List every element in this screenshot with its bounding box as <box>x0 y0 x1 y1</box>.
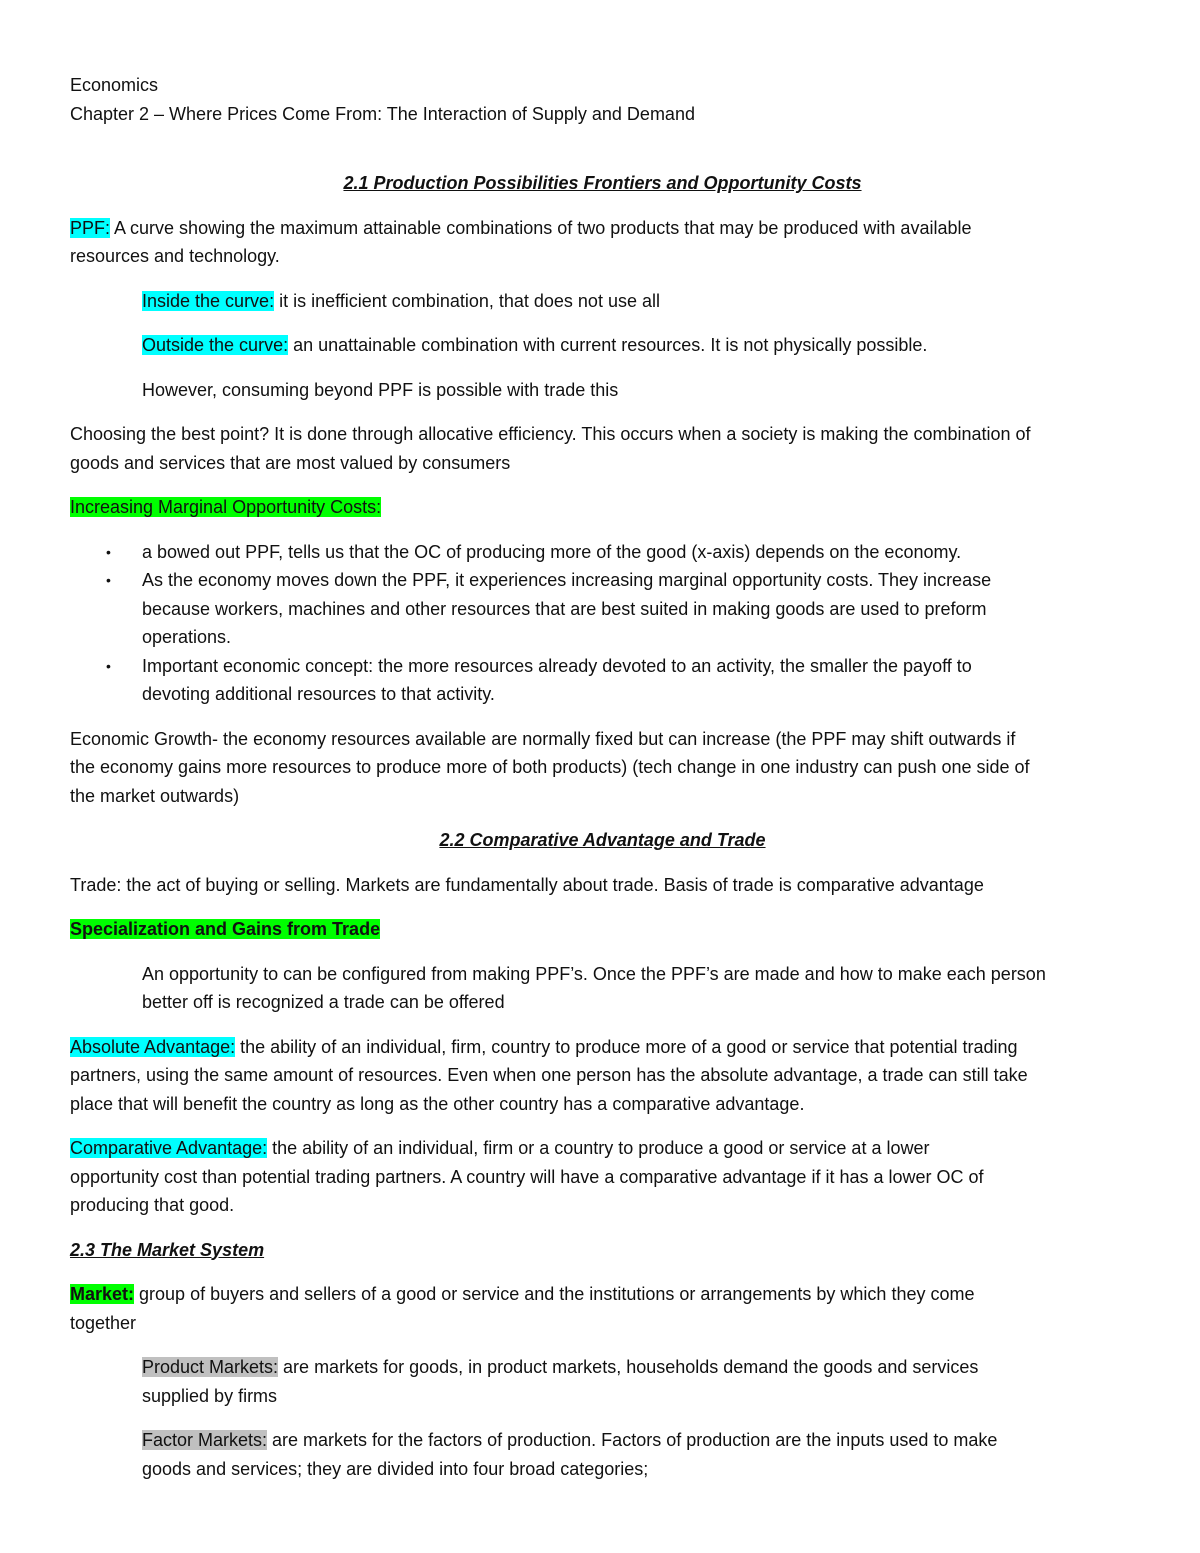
outside-curve-item <box>70 331 1135 360</box>
comparative-advantage-term: Comparative Advantage: <box>70 1138 268 1158</box>
list-item: • Important economic concept: the more resources already devoted to an activity, the smaller the payoff to devoting additional resources to that activity. <box>70 652 1135 709</box>
inside-curve-term: Inside the curve: <box>142 290 275 311</box>
comparative-advantage: Comparative Advantage: the ability of an individual, firm or a country to produce a good or service at a lower opportunity cost than potential trading partners. A country will have a comparative advantage if it has a lower OC of producing that good. <box>70 1138 984 1215</box>
specialization-text: An opportunity to can be configured from making PPF’s. Once the PPF’s are made and how to make each person better off is recognized a trade can be offered <box>142 963 1046 1012</box>
list-item: • a bowed out PPF, tells us that the OC of producing more of the good (x-axis) depends on the economy. <box>70 538 1135 567</box>
imoc-bullet-list <box>70 538 1135 709</box>
product-markets: Product Markets: are markets for goods, in product markets, households demand the goods and services supplied by firms <box>142 1357 979 1406</box>
outside-curve-term: Outside the curve: <box>142 335 289 355</box>
factor-markets: Factor Markets: are markets for the factors of production. Factors of production are the inputs used to make goods and services; they are divided into four broad categories; <box>142 1430 998 1479</box>
inside-curve-def: it is inefficient combination, that does not use all <box>274 290 660 311</box>
bullet-icon: • <box>106 543 111 560</box>
ppf-term: PPF: <box>70 217 111 238</box>
course-title: Economics <box>70 75 159 95</box>
ppf-def-line-1: A curve showing the maximum attainable combinations of two products that may be produced with available <box>110 217 972 238</box>
bullet-icon: • <box>106 657 111 674</box>
trade-definition: Trade: the act of buying or selling. Markets are fundamentally about trade. Basis of trade is comparative advantage <box>70 874 984 895</box>
section-2-3-heading: 2.3 The Market System <box>70 1239 265 1260</box>
absolute-advantage-term: Absolute Advantage: <box>70 1036 236 1057</box>
economic-growth: Economic Growth- the economy resources available are normally fixed but can increase (the PPF may shift outwards if the economy gains more resources to produce more of both products) (tech change in one industry can push one side of the market outwards) <box>70 728 1030 806</box>
document-page <box>70 71 1135 1483</box>
specialization-term: Specialization and Gains from Trade <box>70 919 381 939</box>
inside-curve-item <box>70 287 1135 316</box>
choosing-line-1: Choosing the best point? It is done through allocative efficiency. This occurs when a society is making the combination of <box>70 424 1031 444</box>
chapter-title: Chapter 2 – Where Prices Come From: The Interaction of Supply and Demand <box>70 103 695 124</box>
section-2-2-heading: 2.2 Comparative Advantage and Trade <box>439 830 766 850</box>
imoc-term: Increasing Marginal Opportunity Costs: <box>70 497 382 517</box>
however-note: However, consuming beyond PPF is possible with trade this <box>142 379 619 400</box>
product-markets-term: Product Markets: <box>142 1357 279 1377</box>
market-definition: Market: group of buyers and sellers of a good or service and the institutions or arrangements by which they come together <box>70 1284 975 1333</box>
factor-markets-term: Factor Markets: <box>142 1430 268 1450</box>
bullet-icon: • <box>106 572 111 588</box>
choosing-best-point <box>70 420 1135 477</box>
list-item: • As the economy moves down the PPF, it experiences increasing marginal opportunity costs. They increase because workers, machines and other resources that are best suited in making goods are used to preform operations. <box>70 566 1135 652</box>
absolute-advantage: Absolute Advantage: the ability of an individual, firm, country to produce more of a good or service that potential trading partners, using the same amount of resources. Even when one person has the absolute advantage, a trade can still take place that will benefit the country as long as the other country has a comparative advantage. <box>70 1036 1028 1114</box>
market-term: Market: <box>70 1284 135 1304</box>
ppf-definition <box>70 214 1135 271</box>
ppf-def-line-2: resources and technology. <box>70 246 280 266</box>
choosing-line-2: goods and services that are most valued by consumers <box>70 452 511 473</box>
section-2-1-heading: 2.1 Production Possibilities Frontiers and Opportunity Costs <box>343 173 862 193</box>
outside-curve-def: an unattainable combination with current resources. It is not physically possible. <box>288 335 928 355</box>
